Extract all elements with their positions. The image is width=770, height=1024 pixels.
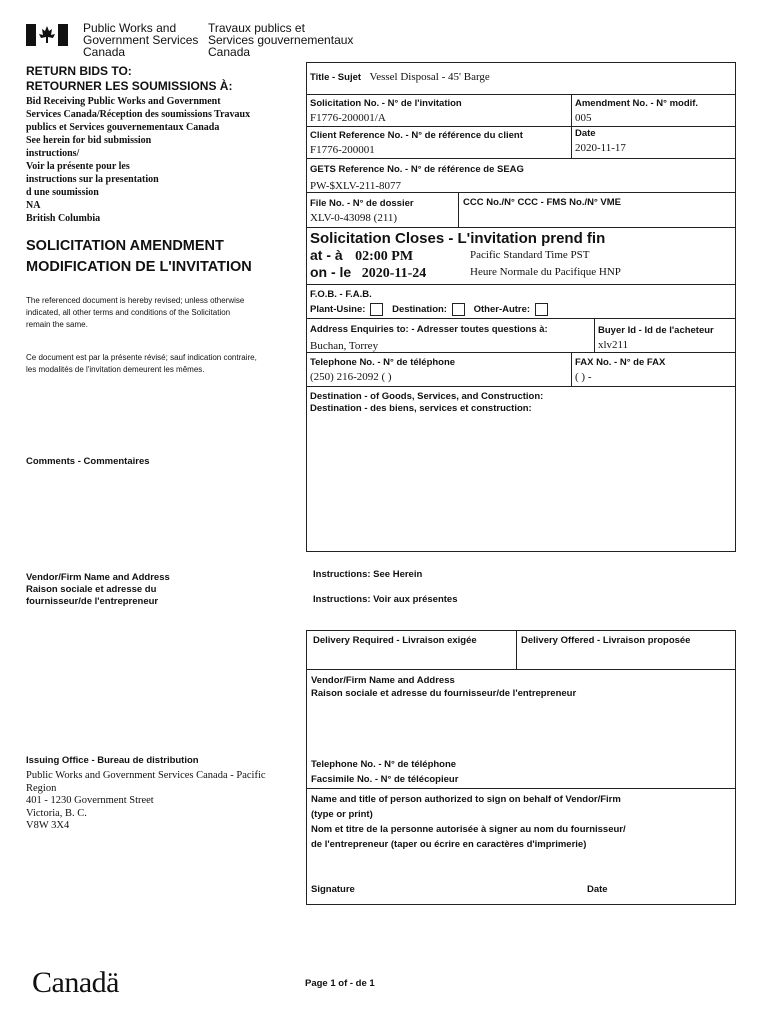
vendor-telephone-label: Telephone No. - N° de téléphone xyxy=(311,759,457,770)
closes-title: Solicitation Closes - L'invitation prend fin xyxy=(310,230,606,247)
ccc-no-field: CCC No./N° CCC - FMS No./N° VME xyxy=(463,197,622,208)
amendment-title: SOLICITATION AMENDMENT MODIFICATION DE L'INVITATION xyxy=(26,238,252,275)
dept-name-fr: Travaux publics et Services gouvernementaux Canada xyxy=(208,21,354,59)
closes-time-row: at - à 02:00 PM xyxy=(310,247,414,264)
canada-wordmark: Canadä xyxy=(32,966,119,999)
amendment-no-field: Amendment No. - N° modif. 005 xyxy=(575,98,699,124)
solicitation-no-field: Solicitation No. - N° de l'invitation F1776-200001/A xyxy=(310,98,462,124)
title-field: Title - Sujet Vessel Disposal - 45' Barge xyxy=(310,71,490,83)
amendment-text-fr: Ce document est par la présente révisé; sauf indication contraire, les modalités de l'invitation demeurent les mêmes. xyxy=(26,353,257,374)
other-checkbox[interactable] xyxy=(535,303,548,316)
return-bids-title: RETURN BIDS TO: RETOURNER LES SOUMISSIONS À: xyxy=(26,64,233,93)
instructions-fr: Instructions: Voir aux présentes xyxy=(313,594,458,605)
comments-label: Comments - Commentaires xyxy=(26,456,150,467)
gets-ref-field: GETS Reference No. - N° de référence de SEAG PW-$XLV-211-8077 xyxy=(310,164,524,192)
destination-label: Destination - of Goods, Services, and Construction: Destination - des biens, services et construction: xyxy=(310,391,544,414)
delivery-required-label: Delivery Required - Livraison exigée xyxy=(313,635,477,646)
client-ref-field: Client Reference No. - N° de référence du client F1776-200001 xyxy=(310,130,523,156)
destination-checkbox[interactable] xyxy=(452,303,465,316)
authorized-person-label: Name and title of person authorized to sign on behalf of Vendor/Firm (type or print) Nom et titre de la personne autorisée à signer au nom du fournisseur/ de l'entrepreneur (taper ou écrire en caractères d'imprimerie) xyxy=(311,794,626,850)
amendment-text-en: The referenced document is hereby revised; unless otherwise indicated, all other terms and conditions of the Solicitation remain the same. xyxy=(26,296,245,329)
issuing-office-address: Public Works and Government Services Canada - Pacific Region 401 - 1230 Government Street Victoria, B. C. V8W 3X4 xyxy=(26,770,266,831)
timezone-fr: Heure Normale du Pacifique HNP xyxy=(470,266,621,278)
date-field: Date 2020-11-17 xyxy=(575,128,626,154)
signature-label: Signature xyxy=(311,884,355,895)
instructions-en: Instructions: See Herein xyxy=(313,569,423,580)
return-bids-address: Bid Receiving Public Works and Government Services Canada/Réception des soumissions Travaux publics et Services gouvernementaux Canada See herein for bid submission instructions/ Voir la présente pour les instructions sur la presentation d une soumission NA British Columbia xyxy=(26,96,251,224)
page-number: Page 1 of - de 1 xyxy=(305,978,375,989)
signature-date-label: Date xyxy=(587,884,608,895)
buyer-id-field: Buyer Id - Id de l'acheteur xlv211 xyxy=(598,325,714,351)
dept-name-en: Public Works and Government Services Canada xyxy=(83,21,199,59)
plant-checkbox[interactable] xyxy=(370,303,383,316)
vendor-left-label: Vendor/Firm Name and Address Raison sociale et adresse du fournisseur/de l'entrepreneur xyxy=(26,572,170,607)
closes-date-row: on - le 2020-11-24 xyxy=(310,264,427,281)
canada-flag-icon xyxy=(26,24,68,46)
fax-field: FAX No. - N° de FAX ( ) - xyxy=(575,357,666,383)
telephone-field: Telephone No. - N° de téléphone (250) 216-2092 ( ) xyxy=(310,357,456,383)
delivery-offered-label: Delivery Offered - Livraison proposée xyxy=(521,635,691,646)
issuing-office-label: Issuing Office - Bureau de distribution xyxy=(26,755,199,766)
fob-options: Plant-Usine: Destination: Other-Autre: xyxy=(310,303,554,316)
vendor-facsimile-label: Facsimile No. - N° de télécopieur xyxy=(311,774,459,785)
vendor-name-label: Vendor/Firm Name and Address Raison sociale et adresse du fournisseur/de l'entrepreneur xyxy=(311,675,577,699)
file-no-field: File No. - N° de dossier XLV-0-43098 (211) xyxy=(310,198,414,224)
fob-label: F.O.B. - F.A.B. xyxy=(310,289,372,300)
address-enquiries-field: Address Enquiries to: - Adresser toutes questions à: Buchan, Torrey xyxy=(310,324,548,352)
timezone-en: Pacific Standard Time PST xyxy=(470,249,590,261)
